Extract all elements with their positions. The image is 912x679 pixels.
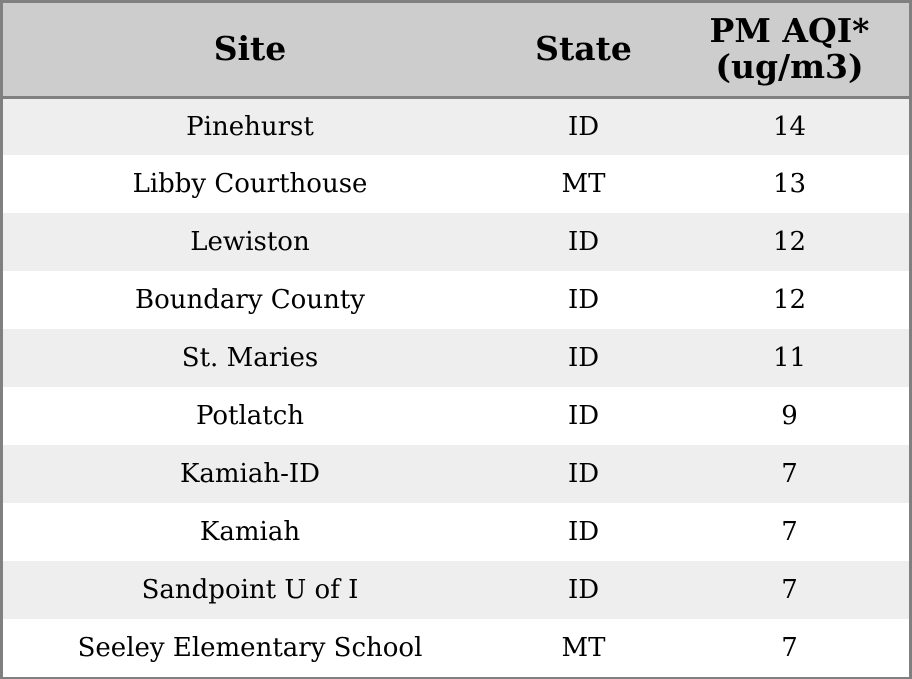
cell-state: ID bbox=[567, 285, 600, 315]
cell-aqi: 12 bbox=[772, 285, 807, 315]
cell-state: ID bbox=[567, 111, 600, 142]
cell-state: ID bbox=[567, 343, 600, 373]
cell-site: Sandpoint U of I bbox=[141, 575, 359, 605]
cell-state: MT bbox=[561, 169, 606, 199]
cell-state: ID bbox=[567, 517, 600, 547]
column-header-state: State bbox=[497, 3, 670, 97]
cell-aqi: 7 bbox=[781, 459, 798, 489]
cell-aqi: 7 bbox=[781, 633, 798, 663]
cell-state: ID bbox=[567, 459, 600, 489]
cell-site: Potlatch bbox=[195, 401, 305, 431]
table-row bbox=[3, 387, 909, 445]
cell-state: ID bbox=[567, 575, 600, 605]
cell-aqi: 7 bbox=[781, 575, 798, 605]
table-row bbox=[3, 329, 909, 387]
cell-site: Lewiston bbox=[190, 227, 310, 257]
header-row bbox=[3, 3, 909, 97]
cell-aqi: 13 bbox=[772, 169, 807, 199]
cell-aqi: 9 bbox=[781, 401, 798, 431]
table-row bbox=[3, 97, 909, 155]
cell-site: Boundary County bbox=[135, 285, 365, 315]
table-body bbox=[3, 97, 909, 677]
table-row bbox=[3, 213, 909, 271]
cell-state: ID bbox=[567, 227, 600, 257]
column-header-pm-aqi bbox=[670, 3, 909, 97]
cell-aqi: 14 bbox=[772, 111, 807, 142]
table-row bbox=[3, 503, 909, 561]
table-row bbox=[3, 155, 909, 213]
column-header-pm-aqi-line1: PM AQI* bbox=[709, 11, 870, 51]
cell-aqi: 7 bbox=[781, 517, 798, 547]
cell-site: St. Maries bbox=[181, 343, 319, 373]
cell-site: Kamiah bbox=[199, 517, 301, 547]
table-row bbox=[3, 271, 909, 329]
cell-state: MT bbox=[561, 633, 606, 663]
table-row bbox=[3, 619, 909, 677]
cell-aqi: 11 bbox=[772, 343, 807, 373]
table-header bbox=[3, 3, 909, 97]
cell-site: Seeley Elementary School bbox=[77, 633, 423, 663]
aqi-table bbox=[3, 3, 909, 677]
table-row bbox=[3, 561, 909, 619]
table-row bbox=[3, 445, 909, 503]
cell-site: Pinehurst bbox=[186, 111, 314, 142]
column-header-site: Site bbox=[3, 3, 497, 97]
cell-site: Kamiah-ID bbox=[179, 459, 321, 489]
column-header-pm-aqi-units: (ug/m3) bbox=[715, 47, 864, 87]
cell-aqi: 12 bbox=[772, 227, 807, 257]
cell-site: Libby Courthouse bbox=[132, 169, 368, 199]
cell-state: ID bbox=[567, 401, 600, 431]
